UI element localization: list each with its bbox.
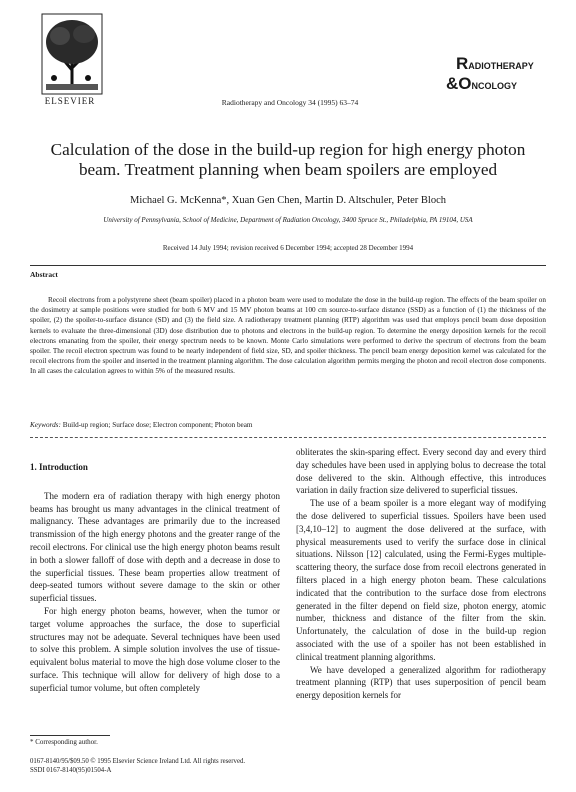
- body-paragraph-continuation: obliterates the skin-sparing effect. Every second day and every third day schedules have been used in applying bolus to decrease the total dose delivered to the skin. Although effective, this introduces variation in daily fraction size delivered to superficial tissues.: [296, 447, 546, 496]
- author-affiliation: University of Pennsylvania, School of Medicine, Department of Radiation Oncology, 3400 Spruce St., Philadelphia, PA 19104, USA: [103, 216, 473, 224]
- footnote: * Corresponding author.: [30, 738, 98, 746]
- footnote-divider: [30, 735, 110, 736]
- issn-line: SSDI 0167-8140(95)01504-A: [30, 767, 112, 774]
- body-paragraph: The use of a beam spoiler is a more elegant way of modifying the dose delivered to superficial tissues. Spoilers have been used [3,4,10–12] to augment the dose delivered at the surface, with physical measurements used to verify the surface dose in clinical situations. Nilsson [12] calculated, using the Fermi-Eyges multiple-scattering theory, the surface dose from recoil electrons generated in filters placed in a high energy photon beam. These calculations indicated that the contribution to the surface dose from electrons generated in the filter depend on field size, photon energy, atomic number, thickness and distance of the filter from the skin. Unfortunately, the calculation of dose in the build-up region associated with the use of a spoiler has not been established in clinical treatment planning algorithms.: [296, 498, 546, 662]
- publisher-name: ELSEVIER: [44, 96, 96, 106]
- copyright-line: 0167-8140/95/$09.50 © 1995 Elsevier Science Ireland Ltd. All rights reserved.: [30, 758, 246, 765]
- body-paragraph: The modern era of radiation therapy with high energy photon beams has brought us many advantages in the clinical treatment of malignancy. These advantages are primarily due to the increased transmission of the high energy photons and the greater range of the recoil electrons. For clinical use the high energy photon beams result in both a slower falloff of dose with depth and a decrease in dose to the superficial tissues. These beam properties allow treatment of deep-seated tumors without severe damage to the skin or other superficial tissues.: [30, 490, 280, 604]
- keywords-text: Build-up region; Surface dose; Electron component; Photon beam: [60, 421, 253, 429]
- journal-logo: [446, 52, 542, 96]
- submission-dates: Received 14 July 1994; revision received 6 December 1994; accepted 28 December 1994: [162, 244, 414, 252]
- journal-logo-line1: ADIOTHERAPY: [468, 61, 534, 71]
- body-paragraph: We have developed a generalized algorithm for radiotherapy treatment planning (RTP) that uses superposition of pencil beam energy deposition kernels for: [296, 664, 546, 701]
- abstract-heading: Abstract: [30, 270, 58, 279]
- copyright-notice: [30, 757, 350, 775]
- body-paragraph: For high energy photon beams, however, when the tumor or target volume approaches the surface, the dose to superficial structures may not be adequate. Several techniques have been used to solve this problem. A simple solution involves the use of tissue-equivalent bolus material to move the high dose volume closer to the surface. This technique will allow for delivery of high dose to a superficial tumor volume, but often completely: [30, 605, 280, 693]
- left-column: [30, 461, 280, 695]
- article-title: Calculation of the dose in the build-up region for high energy photon beam. Treatment planning when beam spoilers are employed: [50, 140, 526, 179]
- elsevier-tree-logo: [40, 10, 104, 106]
- author-list: Michael G. McKenna*, Xuan Gen Chen, Martin D. Altschuler, Peter Bloch: [130, 195, 446, 206]
- header-divider: [30, 265, 546, 266]
- section-heading: 1. Introduction: [30, 462, 88, 472]
- keywords-label: Keywords:: [30, 421, 61, 429]
- right-column: [296, 446, 546, 702]
- journal-logo-amp: &: [446, 74, 459, 93]
- journal-logo-line2: NCOLOGY: [471, 81, 518, 91]
- journal-citation: Radiotherapy and Oncology 34 (1995) 63–74: [221, 98, 359, 107]
- journal-logo-initial-o: O: [458, 74, 472, 93]
- abstract-divider: [30, 437, 546, 438]
- journal-logo-initial-r: R: [456, 54, 469, 73]
- abstract-text: Recoil electrons from a polystyrene sheet (beam spoiler) placed in a photon beam were used to modulate the dose in the build-up region. The effects of the beam spoiler on the dosimetry at sample positions were studied for both 6 MV and 15 MV photon beams at 100 cm source-to-surface distance (SSD) as a function of (1) the thickness of the spoiler, (2) the spoiler-to-surface distance (SD) and (3) the field size. A radiotherapy treatment planning (RTP) algorithm was used that employs pencil beam dose deposition kernels to evaluate the three-dimensional (3D) dose distribution due to photons and electrons in the build-up region. To determine the energy deposition kernels for the recoil electrons emanating from the spoiler, their energy spectrum needs to be known. Monte Carlo simulations were performed to derive the spectrum of electrons from the beam spoiler. The recoil electron spectrum was found to be nearly independent of field size, SD, and spoiler thickness. The pencil beam energy deposition kernel was calculated for the recoil electrons from the spoiler and inserted in the treatment planning algorithm. The dose calculation algorithm permits merging the photon and recoil electron dose components. In all cases the calculation agrees to within 5% of the measured results.: [30, 296, 546, 376]
- keywords-line: [30, 421, 546, 429]
